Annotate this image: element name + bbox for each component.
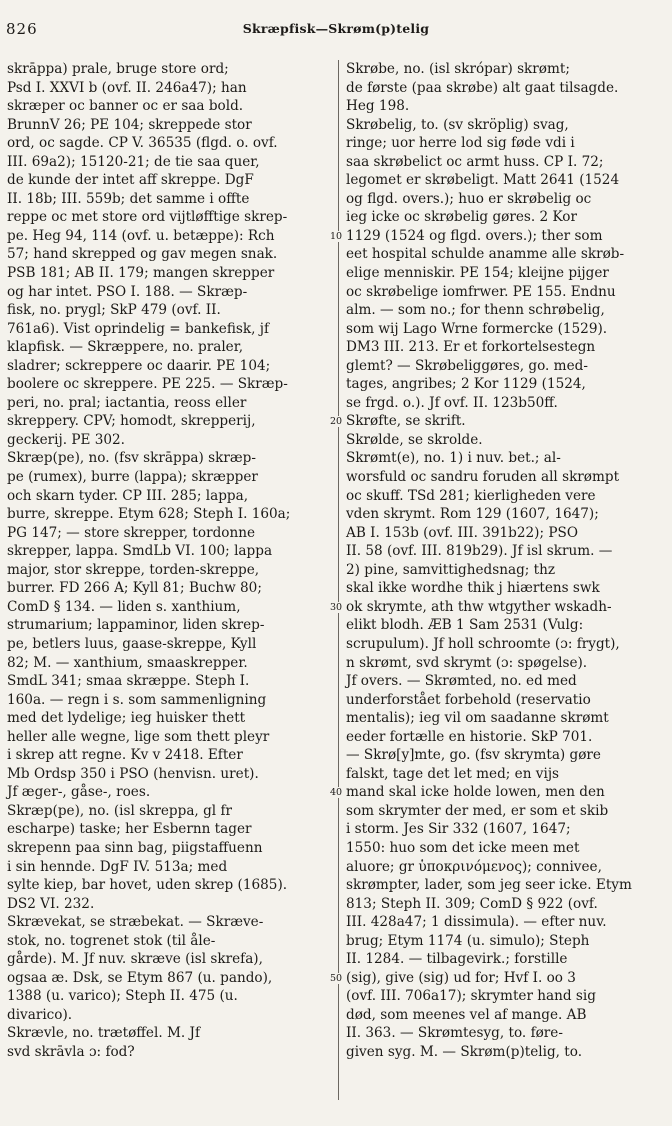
right-column-line: elige menniskir. PE 154; kleijne pijger — [346, 265, 609, 282]
right-column-line: alm. — som no.; for thenn schrøbelig, — [346, 302, 605, 319]
right-column-line: III. 428a47; 1 dissimula). — efter nuv. — [346, 914, 607, 931]
right-column-line: oc skuff. TSd 281; kierligheden vere — [346, 487, 596, 504]
left-column-line: pe, betlers luus, gaase-skreppe, Kyll — [7, 635, 257, 652]
line-number-marker: 30 — [330, 601, 343, 613]
left-column-line: Skrævle, no. trætøffel. M. Jf — [7, 1025, 201, 1042]
left-column-line: skreppery. CPV; homodt, skrepperij, — [7, 413, 256, 430]
right-column-line: og flgd. overs.); huo er skrøbelig oc — [346, 190, 592, 207]
right-column-line: II. 1284. — tilbagevirk.; forstille — [346, 951, 568, 968]
left-column-line: Skræp(pe), no. (isl skreppa, gl fr — [7, 802, 232, 819]
left-column-line: III. 69a2); 15120-21; de tie saa quer, — [7, 153, 260, 170]
left-column-line: reppe oc met store ord vijtløfftige skrep- — [7, 209, 288, 226]
left-column-line: divarico). — [7, 1006, 73, 1023]
right-column-line: worsfuld oc sandru foruden all skrømpt — [346, 469, 620, 486]
left-column-line: SmdL 341; smaa skræppe. Steph I. — [7, 673, 250, 690]
right-column-line: Skrøfte, se skrift. — [346, 413, 466, 430]
right-column-line: vden skrymt. Rom 129 (1607, 1647); — [346, 506, 599, 523]
left-column-line: heller alle wegne, lige som thett pleyr — [7, 728, 270, 745]
right-column-line: given syg. M. — Skrøm(p)telig, to. — [346, 1043, 583, 1060]
right-column-line: (ovf. III. 706a17); skrymter hand sig — [346, 988, 596, 1005]
right-column-line: 813; Steph II. 309; ComD § 922 (ovf. — [346, 895, 598, 912]
left-column-line: skrāppa) prale, bruge store ord; — [7, 61, 229, 77]
left-column-line: skrepenn paa sinn bag, piigstaffuenn — [7, 839, 263, 856]
left-column-line: PG 147; — store skrepper, tordonne — [7, 524, 256, 541]
left-column-line: geckerij. PE 302. — [7, 431, 126, 448]
left-column-line: gårde). M. Jf nuv. skræve (isl skrefa), — [7, 951, 263, 968]
right-column-line: Jf overs. — Skrømted, no. ed med — [346, 673, 577, 690]
left-column-line: peri, no. pral; iactantia, reoss eller — [7, 394, 247, 411]
left-column-line: skrepper, lappa. SmdLb VI. 100; lappa — [7, 543, 273, 560]
right-column-line: mand skal icke holde lowen, men den — [346, 784, 605, 801]
left-column-line: stok, no. togrenet stok (til åle- — [7, 932, 216, 949]
right-column-line: 1129 (1524 og flgd. overs.); ther som — [346, 227, 603, 244]
left-column-line: BrunnV 26; PE 104; skreppede stor — [7, 116, 252, 133]
left-column-line: boolere oc skreppere. PE 225. — Skræp- — [7, 376, 288, 393]
right-column-line: Skrøbe, no. (isl skrópar) skrømt; — [346, 61, 570, 77]
left-column-line: 57; hand skrepped og gav megen snak. — [7, 246, 278, 263]
right-column-line: legomet er skrøbeligt. Matt 2641 (1524 — [346, 172, 620, 189]
left-column-line: 82; M. — xanthium, smaaskrepper. — [7, 654, 248, 671]
column-divider — [338, 60, 339, 1100]
right-column-line: aluore; gr ὑποκρινόμενος); connivee, — [346, 858, 602, 875]
left-column-line: ComD § 134. — liden s. xanthium, — [7, 598, 241, 615]
left-column-line: med det lydelige; ieg huisker thett — [7, 710, 246, 727]
page-header — [0, 0, 672, 38]
right-column-line: II. 58 (ovf. III. 819b29). Jf isl skrum. — — [346, 543, 613, 560]
left-column-line: strumarium; lappaminor, liden skrep- — [7, 617, 265, 634]
left-column-line: Psd I. XXVI b (ovf. II. 246a47); han — [7, 79, 247, 96]
line-number-marker: 40 — [330, 787, 343, 799]
left-column-line: og har intet. PSO I. 188. — Skræp- — [7, 283, 248, 300]
right-column-line: — Skrø[y]mte, go. (fsv skrymta) gøre — [346, 747, 601, 764]
right-column-line: Skrølde, se skrolde. — [346, 431, 483, 448]
left-column-line: 1388 (u. varico); Steph II. 475 (u. — [7, 988, 238, 1005]
left-column-line: Mb Ordsp 350 i PSO (henvisn. uret). — [7, 765, 259, 782]
right-column-line: som skrymter der med, er som et skib — [346, 802, 609, 819]
right-column-line: oc skrøbelige iomfrwer. PE 155. Endnu — [346, 283, 616, 300]
left-column-line: II. 18b; III. 559b; det samme i offte — [7, 190, 250, 207]
right-column-line: DM3 III. 213. Er et forkortelsestegn — [346, 339, 596, 356]
right-column-line: i storm. Jes Sir 332 (1607, 1647; — [346, 821, 571, 838]
right-column-line: saa skrøbelict oc armt huss. CP I. 72; — [346, 153, 604, 170]
left-column-line: sladrer; sckreppere oc daarir. PE 104; — [7, 357, 271, 374]
left-column-line: burrer. FD 266 A; Kyll 81; Buchw 80; — [7, 580, 262, 597]
right-column-line: brug; Etym 1174 (u. simulo); Steph — [346, 932, 590, 949]
right-column-line: Heg 198. — [346, 98, 410, 115]
left-column-line: svd skrāvla ɔ: fod? — [7, 1043, 135, 1060]
right-column-line: tages, angribes; 2 Kor 1129 (1524, — [346, 376, 586, 393]
left-column-line: Jf æger-, gåse-, roes. — [7, 784, 151, 801]
left-column-line: 761a6). Vist oprindelig = bankefisk, jf — [7, 320, 270, 337]
line-number-marker: 10 — [330, 230, 343, 242]
right-column-line: skal ikke wordhe thik j hiærtens swk — [346, 580, 600, 597]
left-column-line: major, stor skreppe, torden-skreppe, — [7, 561, 260, 578]
right-column-line: ok skrymte, ath thw wtgyther wskadh- — [346, 598, 612, 615]
left-column-line: sylte kiep, bar hovet, uden skrep (1685). — [7, 877, 288, 894]
left-column-line: i skrep att regne. Kv v 2418. Efter — [7, 747, 243, 764]
right-column-line: de første (paa skrøbe) alt gaat tilsagde. — [346, 79, 619, 96]
left-column-line: burre, skreppe. Etym 628; Steph I. 160a; — [7, 506, 291, 523]
left-column-line: fisk, no. prygl; SkP 479 (ovf. II. — [7, 302, 221, 319]
right-column-line: elikt blodh. ÆB 1 Sam 2531 (Vulg: — [346, 617, 584, 634]
left-column-line: PSB 181; AB II. 179; mangen skrepper — [7, 265, 275, 282]
left-column-line: DS2 VI. 232. — [7, 895, 95, 912]
left-column-line: Skræp(pe), no. (fsv skrāppa) skræp- — [7, 450, 256, 467]
right-column-line: se frgd. o.). Jf ovf. II. 123b50ff. — [346, 394, 558, 411]
right-column-line: II. 363. — Skrømtesyg, to. føre- — [346, 1025, 563, 1042]
left-column-line: och skarn tyder. CP III. 285; lappa, — [7, 487, 249, 504]
left-column-line: ord, oc sagde. CP V. 36535 (flgd. o. ovf. — [7, 135, 278, 152]
running-head: Skræpfisk—Skrøm(p)telig — [242, 21, 430, 36]
right-column-line: eeder fortælle en historie. SkP 701. — [346, 728, 593, 745]
right-column-line: glemt? — Skrøbeliggøres, go. med- — [346, 357, 588, 374]
left-column-line: Skrævekat, se stræbekat. — Skræve- — [7, 914, 264, 931]
right-column-line: AB I. 153b (ovf. III. 391b22); PSO — [346, 524, 578, 541]
left-column — [7, 60, 331, 1062]
right-column-line: skrømpter, lader, som jeg seer icke. Etym — [346, 877, 632, 894]
right-column-line: død, som meenes vel af mange. AB — [346, 1006, 587, 1023]
left-column-line: klapfisk. — Skræppere, no. praler, — [7, 339, 244, 356]
right-column-line: Skrøbelig, to. (sv skröplig) svag, — [346, 116, 569, 133]
left-column-line: de kunde der intet aff skreppe. DgF — [7, 172, 254, 189]
right-column-line: n skrømt, svd skrymt (ɔ: spøgelse). — [346, 654, 588, 671]
right-column-line: Skrømt(e), no. 1) i nuv. bet.; al- — [346, 450, 561, 467]
line-number-marker: 20 — [330, 416, 343, 428]
right-column-line: (sig), give (sig) ud for; Hvf I. oo 3 — [346, 969, 576, 986]
right-column-line: mentalis); ieg vil om saadanne skrømt — [346, 710, 609, 727]
right-column-line: 2) pine, samvittighedsnag; thz — [346, 561, 556, 578]
line-number-marker: 50 — [330, 972, 343, 984]
right-column-line: ringe; uor herre lod sig føde vdi i — [346, 135, 575, 152]
left-column-line: pe. Heg 94, 114 (ovf. u. betæppe): Rch — [7, 227, 275, 244]
left-column-line: 160a. — regn i s. som sammenligning — [7, 691, 267, 708]
right-column — [346, 60, 668, 1062]
right-column-line: som wij Lago Wrne formercke (1529). — [346, 320, 608, 337]
right-column-line: falskt, tage det let med; en vijs — [346, 765, 560, 782]
left-column-line: escharpe) taske; her Esbernn tager — [7, 821, 252, 838]
right-column-line: scrupulum). Jf holl schroomte (ɔ: frygt), — [346, 635, 620, 652]
right-column-line: 1550: huo som det icke meen met — [346, 839, 580, 856]
left-column-line: skræper oc banner oc er saa bold. — [7, 98, 244, 115]
left-column-line: i sin hennde. DgF IV. 513a; med — [7, 858, 228, 875]
left-column-line: ogsaa æ. Dsk, se Etym 867 (u. pando), — [7, 969, 273, 986]
page-number: 826 — [6, 20, 38, 38]
left-column-line: pe (rumex), burre (lappa); skræpper — [7, 469, 258, 486]
right-column-line: eet hospital schulde anamme alle skrøb- — [346, 246, 625, 263]
right-column-line: ieg icke oc skrøbelig gøres. 2 Kor — [346, 209, 577, 226]
right-column-line: underforstået forbehold (reservatio — [346, 691, 591, 708]
